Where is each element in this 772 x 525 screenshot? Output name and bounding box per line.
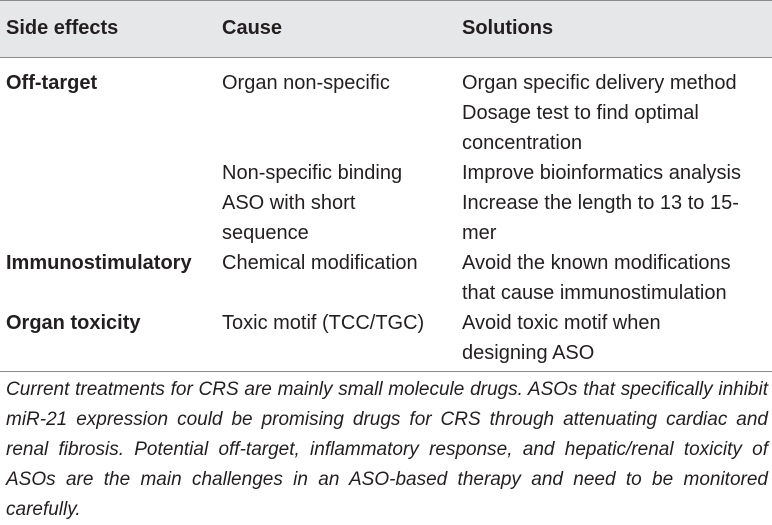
row-solution-line: that cause immunostimulation	[462, 282, 727, 304]
row-solution-line: Organ specific delivery method	[462, 72, 737, 94]
row-effect: Off-target	[6, 72, 98, 94]
row-solution-line: designing ASO	[462, 342, 595, 364]
header-rule	[0, 57, 772, 58]
row-solution-line: Avoid toxic motif when	[462, 312, 661, 334]
row-effect: Immunostimulatory	[6, 252, 192, 274]
row-solution-line: Avoid the known modifications	[462, 252, 731, 274]
row-solution-line: Improve bioinformatics analysis	[462, 162, 741, 184]
row-solution-line: mer	[462, 222, 497, 244]
header-side-effects: Side effects	[6, 17, 119, 39]
row-cause-line: Chemical modification	[222, 252, 418, 274]
row-solution-line: Dosage test to find optimal	[462, 102, 699, 124]
row-cause-line: sequence	[222, 222, 309, 244]
row-solution-line: concentration	[462, 132, 583, 154]
row-effect: Organ toxicity	[6, 312, 141, 334]
row-cause-line: Organ non-specific	[222, 72, 390, 94]
top-rule	[0, 0, 772, 1]
row-solution-line: Increase the length to 13 to 15-	[462, 192, 739, 214]
bottom-rule	[0, 371, 772, 372]
row-cause-line: Toxic motif (TCC/TGC)	[222, 312, 425, 334]
header-solutions: Solutions	[462, 17, 554, 39]
row-cause-line: Non-specific binding	[222, 162, 403, 184]
row-cause-line: ASO with short	[222, 192, 356, 214]
header-cause: Cause	[222, 17, 283, 39]
table-footnote: Current treatments for CRS are mainly small molecule drugs. ASOs that specifically inhibit miR-21 expression could be promising drugs for CRS through attenuating cardiac and renal fibrosis. Potential off-target, inflammatory response, and hepatic/renal toxicity of ASOs are the main challenges in an ASO-based therapy and need to be monitored carefully.	[6, 379, 768, 520]
